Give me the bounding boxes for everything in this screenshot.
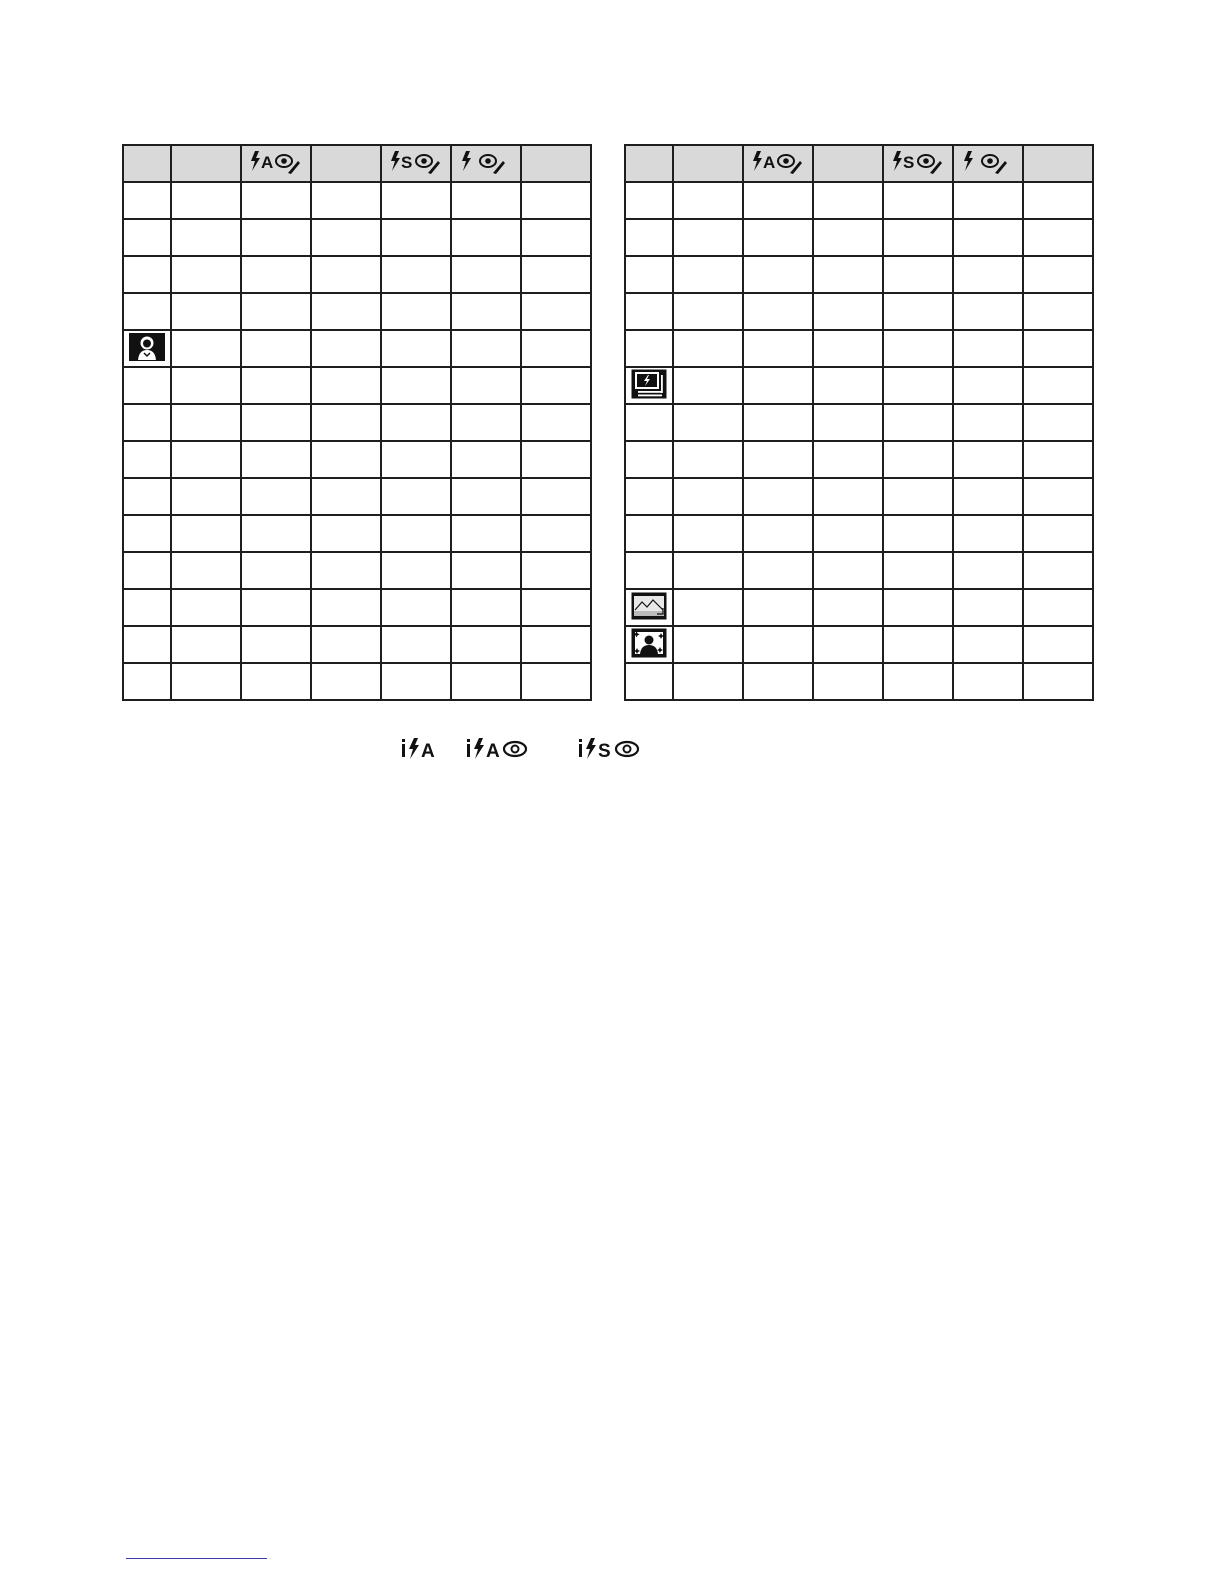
- table-cell: [521, 552, 591, 589]
- table-cell: [241, 182, 311, 219]
- table-cell: [241, 293, 311, 330]
- header-cell: [171, 145, 241, 182]
- table-cell: [625, 441, 673, 478]
- table-cell: [241, 589, 311, 626]
- table-cell: [311, 404, 381, 441]
- table-cell: [123, 256, 171, 293]
- table-cell: [451, 441, 521, 478]
- table-cell: [883, 515, 953, 552]
- table-cell: [171, 626, 241, 663]
- svg-text:A: A: [421, 741, 435, 762]
- table-cell: [1023, 330, 1093, 367]
- table-cell: [953, 293, 1023, 330]
- table-cell: [451, 330, 521, 367]
- table-cell: [673, 515, 743, 552]
- table-cell: [673, 552, 743, 589]
- table-cell: [743, 219, 813, 256]
- table-row: [625, 441, 1093, 478]
- table-cell: [1023, 404, 1093, 441]
- table-cell: [883, 589, 953, 626]
- table-cell: [311, 441, 381, 478]
- table-cell: [123, 219, 171, 256]
- table-cell: [883, 404, 953, 441]
- table-cell: [311, 663, 381, 700]
- table-cell: [1023, 515, 1093, 552]
- table-cell: [625, 330, 673, 367]
- header-cell: [743, 145, 813, 182]
- table-row: [625, 182, 1093, 219]
- table-cell: [171, 478, 241, 515]
- table-row: [625, 293, 1093, 330]
- svg-text:S: S: [598, 741, 611, 762]
- svg-text:S: S: [903, 153, 915, 172]
- table-cell: [813, 589, 883, 626]
- header-cell: [1023, 145, 1093, 182]
- table-cell: [625, 219, 673, 256]
- table-row: [625, 404, 1093, 441]
- portrait-icon: [129, 333, 165, 361]
- table-cell: [813, 330, 883, 367]
- header-cell: [953, 145, 1023, 182]
- table-row: [123, 441, 591, 478]
- table-cell: [521, 478, 591, 515]
- table-cell: [241, 552, 311, 589]
- table-cell: [1023, 589, 1093, 626]
- table-cell: [813, 478, 883, 515]
- table-cell: [451, 256, 521, 293]
- table-cell: [883, 330, 953, 367]
- table-cell: [451, 182, 521, 219]
- table-cell: [381, 219, 451, 256]
- table-cell: [673, 219, 743, 256]
- table-cell: [241, 663, 311, 700]
- intelligent-flash-auto-icon: [400, 735, 440, 763]
- table-cell: [521, 404, 591, 441]
- table-cell: [311, 256, 381, 293]
- table-cell: [451, 367, 521, 404]
- table-cell: [451, 219, 521, 256]
- header-cell: [123, 145, 171, 182]
- table-cell: [381, 515, 451, 552]
- table-cell: [451, 404, 521, 441]
- table-cell: [743, 663, 813, 700]
- table-cell: [311, 589, 381, 626]
- table-cell: [123, 367, 171, 404]
- table-cell: [953, 182, 1023, 219]
- table-cell: [813, 552, 883, 589]
- table-cell: [1023, 219, 1093, 256]
- table-cell: [123, 663, 171, 700]
- table-cell: [953, 219, 1023, 256]
- table-cell: [241, 626, 311, 663]
- table-cell: [241, 330, 311, 367]
- footnote-icons: [400, 735, 660, 765]
- table-row: [625, 552, 1093, 589]
- table-cell: [673, 441, 743, 478]
- table-cell: [381, 663, 451, 700]
- flash-slow-redeye-icon: [389, 149, 443, 175]
- table-cell: [241, 478, 311, 515]
- table-cell: [171, 256, 241, 293]
- table-cell: [123, 182, 171, 219]
- table-cell: [311, 219, 381, 256]
- table-row: [123, 330, 591, 367]
- table-cell: [953, 478, 1023, 515]
- row-icon-cell: [123, 330, 171, 367]
- svg-text:S: S: [401, 153, 413, 172]
- header-cell: [451, 145, 521, 182]
- table-cell: [381, 182, 451, 219]
- table-cell: [241, 404, 311, 441]
- table-header-row: [123, 145, 591, 182]
- table-cell: [953, 589, 1023, 626]
- svg-text:A: A: [763, 153, 776, 172]
- table-cell: [673, 293, 743, 330]
- row-icon-cell: [625, 367, 673, 404]
- table-row: [123, 256, 591, 293]
- table-row: [123, 219, 591, 256]
- table-cell: [743, 293, 813, 330]
- table-cell: [1023, 293, 1093, 330]
- table-cell: [451, 589, 521, 626]
- table-row: [625, 256, 1093, 293]
- table-cell: [953, 515, 1023, 552]
- table-cell: [953, 663, 1023, 700]
- table-row: [625, 330, 1093, 367]
- flash-redeye-icon: [961, 149, 1015, 175]
- table-cell: [241, 256, 311, 293]
- table-cell: [123, 552, 171, 589]
- table-cell: [673, 330, 743, 367]
- table-cell: [953, 367, 1023, 404]
- table-cell: [953, 441, 1023, 478]
- table-cell: [743, 515, 813, 552]
- table-cell: [625, 404, 673, 441]
- table-cell: [311, 552, 381, 589]
- table-cell: [171, 441, 241, 478]
- table-cell: [813, 441, 883, 478]
- table-cell: [381, 589, 451, 626]
- table-cell: [883, 663, 953, 700]
- table-cell: [625, 256, 673, 293]
- table-cell: [883, 182, 953, 219]
- table-cell: [743, 626, 813, 663]
- row-icon-cell: [625, 589, 673, 626]
- flash-burst-icon: [631, 369, 667, 399]
- table-cell: [673, 478, 743, 515]
- intelligent-flash-auto-redeye-icon: [465, 735, 529, 763]
- header-cell: [381, 145, 451, 182]
- table-cell: [883, 626, 953, 663]
- table-cell: [743, 404, 813, 441]
- table-cell: [673, 367, 743, 404]
- table-cell: [451, 515, 521, 552]
- table-cell: [311, 515, 381, 552]
- flash-redeye-icon: [459, 149, 513, 175]
- table-cell: [171, 404, 241, 441]
- table-cell: [743, 552, 813, 589]
- table-cell: [953, 626, 1023, 663]
- flash-slow-redeye-icon: [891, 149, 945, 175]
- table-cell: [625, 552, 673, 589]
- table-cell: [1023, 552, 1093, 589]
- table-cell: [743, 441, 813, 478]
- table-cell: [813, 219, 883, 256]
- table-cell: [123, 293, 171, 330]
- table-cell: [451, 626, 521, 663]
- table-cell: [241, 441, 311, 478]
- table-cell: [673, 404, 743, 441]
- table-row: [123, 663, 591, 700]
- table-cell: [673, 182, 743, 219]
- table-cell: [451, 552, 521, 589]
- table-cell: [521, 330, 591, 367]
- table-cell: [743, 182, 813, 219]
- table-cell: [743, 256, 813, 293]
- table-cell: [883, 441, 953, 478]
- table-cell: [813, 256, 883, 293]
- table-cell: [381, 552, 451, 589]
- table-cell: [381, 330, 451, 367]
- table-cell: [743, 330, 813, 367]
- header-cell: [521, 145, 591, 182]
- table-row: [123, 478, 591, 515]
- table-cell: [521, 293, 591, 330]
- table-row: [123, 552, 591, 589]
- table-cell: [1023, 626, 1093, 663]
- table-cell: [1023, 182, 1093, 219]
- table-row: [123, 293, 591, 330]
- table-cell: [171, 589, 241, 626]
- table-cell: [625, 182, 673, 219]
- table-cell: [171, 219, 241, 256]
- table-cell: [673, 626, 743, 663]
- table-cell: [625, 293, 673, 330]
- table-cell: [953, 330, 1023, 367]
- table-cell: [311, 330, 381, 367]
- table-cell: [311, 626, 381, 663]
- table-cell: [381, 626, 451, 663]
- table-cell: [521, 589, 591, 626]
- table-row: [625, 589, 1093, 626]
- header-cell: [241, 145, 311, 182]
- table-cell: [1023, 478, 1093, 515]
- flash-table-right: [624, 144, 1094, 701]
- table-cell: [171, 515, 241, 552]
- table-cell: [883, 256, 953, 293]
- table-cell: [521, 367, 591, 404]
- table-row: [625, 219, 1093, 256]
- table-cell: [311, 367, 381, 404]
- table-cell: [1023, 441, 1093, 478]
- intelligent-flash-slow-redeye-icon: [577, 735, 641, 763]
- table-row: [123, 404, 591, 441]
- table-cell: [311, 478, 381, 515]
- table-cell: [521, 515, 591, 552]
- table-cell: [953, 552, 1023, 589]
- table-cell: [381, 404, 451, 441]
- table-cell: [625, 478, 673, 515]
- table-cell: [673, 663, 743, 700]
- table-cell: [743, 367, 813, 404]
- table-cell: [813, 515, 883, 552]
- svg-text:A: A: [261, 153, 274, 172]
- table-cell: [625, 663, 673, 700]
- table-cell: [451, 478, 521, 515]
- table-cell: [171, 293, 241, 330]
- table-cell: [1023, 256, 1093, 293]
- table-cell: [311, 293, 381, 330]
- flash-table-left: [122, 144, 592, 701]
- table-cell: [123, 589, 171, 626]
- table-row: [123, 182, 591, 219]
- table-cell: [813, 404, 883, 441]
- table-cell: [813, 293, 883, 330]
- table-row: [625, 367, 1093, 404]
- table-cell: [883, 293, 953, 330]
- table-cell: [743, 478, 813, 515]
- table-cell: [241, 367, 311, 404]
- table-cell: [883, 552, 953, 589]
- table-cell: [521, 219, 591, 256]
- flash-auto-redeye-icon: [751, 149, 805, 175]
- table-row: [625, 663, 1093, 700]
- table-cell: [883, 478, 953, 515]
- header-cell: [625, 145, 673, 182]
- table-cell: [241, 219, 311, 256]
- soft-skin-portrait-icon: [631, 628, 667, 658]
- table-cell: [1023, 663, 1093, 700]
- table-cell: [381, 478, 451, 515]
- table-cell: [451, 663, 521, 700]
- table-cell: [241, 515, 311, 552]
- table-cell: [171, 663, 241, 700]
- table-row: [625, 515, 1093, 552]
- table-cell: [123, 626, 171, 663]
- table-cell: [521, 182, 591, 219]
- table-cell: [381, 256, 451, 293]
- table-cell: [123, 515, 171, 552]
- flash-auto-redeye-icon: [249, 149, 303, 175]
- table-cell: [381, 367, 451, 404]
- table-cell: [673, 256, 743, 293]
- table-cell: [381, 293, 451, 330]
- table-cell: [813, 626, 883, 663]
- table-cell: [521, 256, 591, 293]
- table-cell: [123, 478, 171, 515]
- table-cell: [813, 663, 883, 700]
- table-cell: [1023, 367, 1093, 404]
- table-cell: [521, 626, 591, 663]
- table-cell: [381, 441, 451, 478]
- table-row: [625, 478, 1093, 515]
- table-row: [625, 626, 1093, 663]
- table-cell: [123, 404, 171, 441]
- table-cell: [171, 367, 241, 404]
- footer-rule: [126, 1558, 267, 1559]
- table-cell: [171, 330, 241, 367]
- table-cell: [813, 367, 883, 404]
- table-cell: [953, 256, 1023, 293]
- table-cell: [673, 589, 743, 626]
- table-cell: [311, 182, 381, 219]
- table-row: [123, 589, 591, 626]
- table-row: [123, 367, 591, 404]
- table-cell: [883, 367, 953, 404]
- header-cell: [311, 145, 381, 182]
- table-row: [123, 515, 591, 552]
- table-cell: [451, 293, 521, 330]
- table-row: [123, 626, 591, 663]
- header-cell: [813, 145, 883, 182]
- table-cell: [743, 589, 813, 626]
- table-cell: [123, 441, 171, 478]
- table-cell: [171, 182, 241, 219]
- table-cell: [171, 552, 241, 589]
- svg-text:A: A: [486, 741, 500, 762]
- table-cell: [813, 182, 883, 219]
- table-cell: [521, 663, 591, 700]
- row-icon-cell: [625, 626, 673, 663]
- table-cell: [625, 515, 673, 552]
- table-header-row: [625, 145, 1093, 182]
- table-cell: [953, 404, 1023, 441]
- table-cell: [883, 219, 953, 256]
- header-cell: [673, 145, 743, 182]
- header-cell: [883, 145, 953, 182]
- panorama-icon: [631, 592, 667, 620]
- table-cell: [521, 441, 591, 478]
